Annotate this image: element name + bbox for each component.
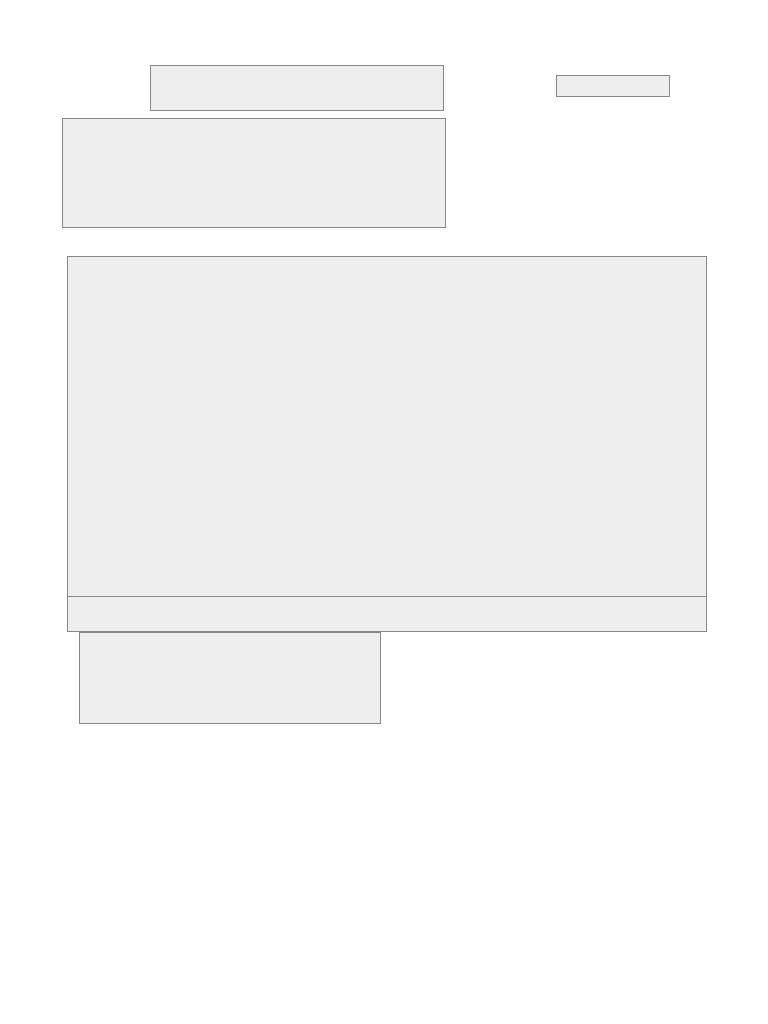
article-title <box>79 632 381 724</box>
header <box>150 65 444 111</box>
date <box>556 75 670 97</box>
photo-caption <box>67 596 707 632</box>
masthead <box>62 118 446 228</box>
photo <box>67 256 707 598</box>
